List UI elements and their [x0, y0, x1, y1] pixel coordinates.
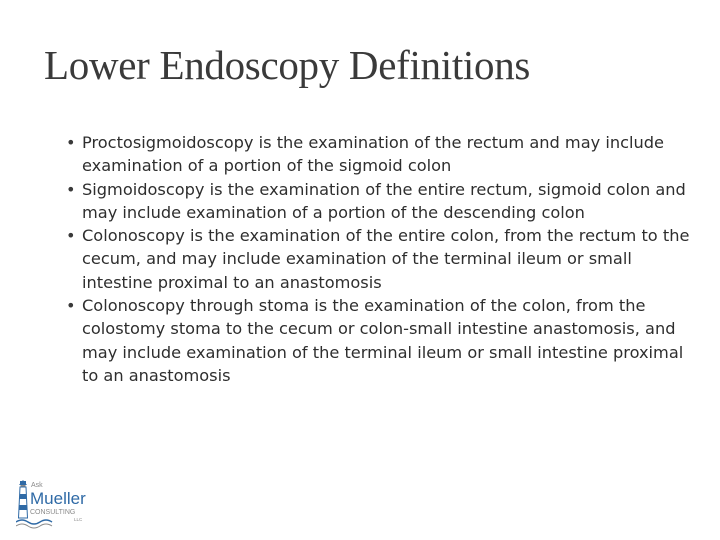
- bullet-text: Colonoscopy is the examination of the entire colon, from the rectum to the cecum, and may include examination of the terminal ileum or small intestine proximal to an anastomosis: [82, 226, 690, 292]
- logo-text-llc: LLC: [74, 517, 83, 522]
- bullet-marker: •: [66, 133, 76, 152]
- bullet-item: [66, 178, 696, 225]
- slide-title: Lower Endoscopy Definitions: [44, 42, 531, 88]
- bullet-list: [66, 131, 696, 387]
- bullet-item: [66, 131, 696, 178]
- bullet-item: [66, 294, 696, 387]
- logo-text-mueller: Mueller: [30, 489, 86, 508]
- bullet-text: Sigmoidoscopy is the examination of the entire rectum, sigmoid colon and may include examination of a portion of the descending colon: [82, 179, 686, 222]
- bullet-marker: •: [66, 179, 76, 199]
- bullet-marker: •: [66, 296, 76, 316]
- logo-text-consulting: CONSULTING: [30, 509, 76, 516]
- logo-text-ask: Ask: [31, 482, 43, 489]
- bullet-marker: •: [66, 226, 76, 246]
- bullet-text: Proctosigmoidoscopy is the examination of the rectum and may include examination of a portion of the sigmoid colon: [82, 133, 664, 176]
- bullet-text: Colonoscopy through stoma is the examination of the colon, from the colostomy stoma to the cecum or colon-small intestine anastomosis, and may include examination of the terminal ileum or small intestine proximal to an anastomosis: [82, 296, 684, 385]
- bullet-item: [66, 224, 696, 294]
- lighthouse-logo: [16, 478, 88, 530]
